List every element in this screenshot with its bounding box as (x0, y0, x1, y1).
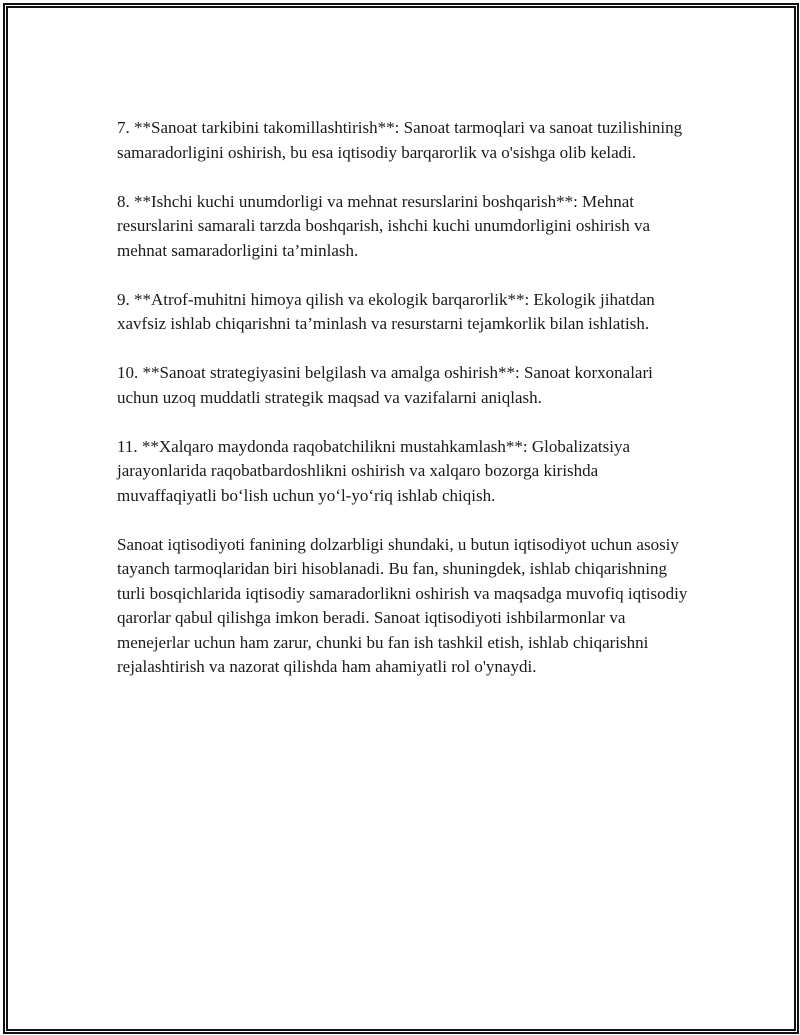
list-item-7: 7. **Sanoat tarkibini takomillashtirish**: Sanoat tarmoqlari va sanoat tuzilishining samaradorligini oshirish, bu esa iqtisodiy barqarorlik va o'sishga olib keladi. (117, 118, 683, 162)
list-item-9: 9. **Atrof-muhitni himoya qilish va ekologik barqarorlik**: Ekologik jihatdan xavfsiz ishlab chiqarishni ta’minlash va resurstarni tejamkorlik bilan ishlatish. (117, 289, 655, 333)
list-item-11: 11. **Xalqaro maydonda raqobatchilikni mustahkamlash**: Globalizatsiya jarayonlarida raqobatbardoshlikni oshirish va xalqaro bozorga kirishda muvaffaqiyatli bo‘lish uchun yo‘l-yo‘riq ishlab chiqish. (117, 436, 631, 505)
document-body (117, 116, 697, 704)
list-item-8: 8. **Ishchi kuchi unumdorligi va mehnat resurslarini boshqarish**: Mehnat resurslarini samarali tarzda boshqarish, ishchi kuchi unumdorligini oshirish va mehnat samaradorligini ta’minlash. (117, 191, 651, 260)
summary-paragraph: Sanoat iqtisodiyoti fanining dolzarbligi shundaki, u butun iqtisodiyot uchun asosiy tayanch tarmoqlaridan biri hisoblanadi. Bu fan, shuningdek, ishlab chiqarishning turli bosqichlarida iqtisodiy samaradorlikni oshirish va maqsadga muvofiq iqtisodiy qarorlar qabul qilishga imkon beradi. Sanoat iqtisodiyoti ishbilarmonlar va menejerlar uchun ham zarur, chunki bu fan ish tashkil etish, ishlab chiqarishni rejalashtirish va nazorat qilishda ham ahamiyatli rol o'ynaydi. (117, 534, 688, 676)
list-item-10: 10. **Sanoat strategiyasini belgilash va amalga oshirish**: Sanoat korxonalari uchun uzoq muddatli strategik maqsad va vazifalarni aniqlash. (117, 363, 653, 407)
